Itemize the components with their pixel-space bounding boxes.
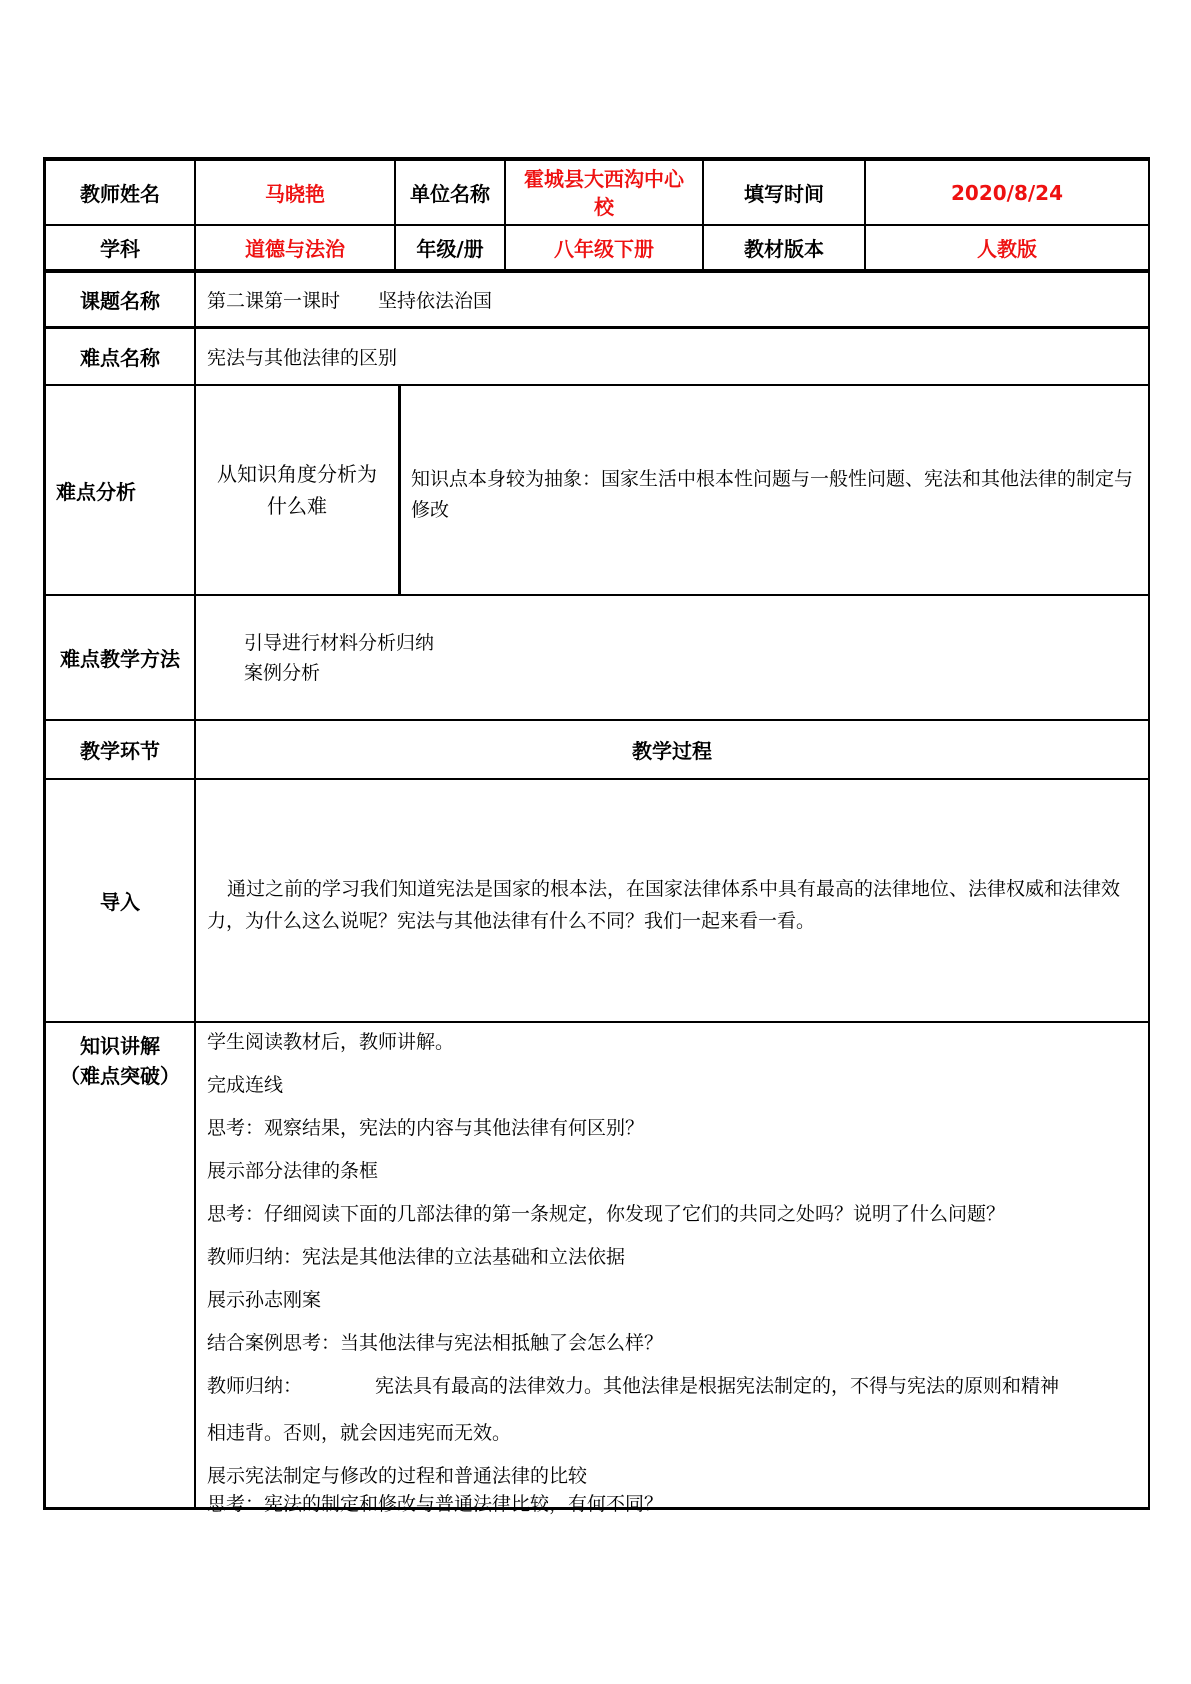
teaching-process-header: 教学过程 — [195, 720, 1149, 779]
analysis-content: 知识点本身较为抽象：国家生活中根本性问题与一般性问题、宪法和其他法律的制定与修改 — [400, 385, 1149, 595]
subject-value: 道德与法治 — [195, 225, 395, 270]
knowledge-line: 展示部分法律的条框 — [207, 1160, 379, 1182]
knowledge-line: 展示孙志刚案 — [207, 1289, 322, 1311]
method-content — [195, 595, 1149, 720]
difficulty-label: 难点名称 — [45, 327, 195, 385]
edition-value: 人教版 — [865, 225, 1149, 270]
knowledge-label — [45, 1022, 195, 1508]
knowledge-line: 学生阅读教材后，教师讲解。 — [207, 1031, 455, 1053]
knowledge-line: 宪法具有最高的法律效力。其他法律是根据宪法制定的，不得与宪法的原则和精神 — [375, 1375, 1060, 1397]
teacher-name-label: 教师姓名 — [45, 160, 195, 225]
difficulty-value: 宪法与其他法律的区别 — [195, 327, 1149, 385]
fill-date-value: 2020/8/24 — [865, 160, 1149, 225]
knowledge-label-line2: （难点突破） — [60, 1064, 180, 1088]
knowledge-line: 展示宪法制定与修改的过程和普通法律的比较 — [207, 1465, 588, 1487]
unit-name-value: 霍城县大西沟中心校 — [505, 160, 703, 225]
fill-date-label: 填写时间 — [703, 160, 865, 225]
teacher-name-value: 马晓艳 — [195, 160, 395, 225]
knowledge-content — [195, 1022, 1149, 1515]
knowledge-line: 思考：仔细阅读下面的几部法律的第一条规定，你发现了它们的共同之处吗？说明了什么问题？ — [207, 1203, 1006, 1225]
knowledge-line: 思考：观察结果，宪法的内容与其他法律有何区别？ — [207, 1117, 645, 1139]
unit-name-label: 单位名称 — [395, 160, 505, 225]
knowledge-line: 完成连线 — [207, 1074, 284, 1096]
method-item: 引导进行材料分析归纳 — [244, 632, 435, 654]
knowledge-line: 教师归纳：宪法是其他法律的立法基础和立法依据 — [207, 1246, 626, 1268]
edition-label: 教材版本 — [703, 225, 865, 270]
analysis-label: 难点分析 — [45, 385, 195, 595]
knowledge-line: 结合案例思考：当其他法律与宪法相抵触了会怎么样？ — [207, 1332, 664, 1354]
knowledge-line: 思考：宪法的制定和修改与普通法律比较，有何不同？ — [207, 1493, 664, 1515]
intro-content: 通过之前的学习我们知道宪法是国家的根本法，在国家法律体系中具有最高的法律地位、法律权威和法律效力，为什么这么说呢？宪法与其他法律有什么不同？我们一起来看一看。 — [195, 779, 1149, 1022]
knowledge-label-line1: 知识讲解 — [80, 1034, 160, 1058]
intro-label: 导入 — [45, 779, 195, 1022]
method-item: 案例分析 — [244, 662, 321, 684]
knowledge-line: 相违背。否则，就会因违宪而无效。 — [207, 1422, 512, 1444]
method-label: 难点教学方法 — [45, 595, 195, 720]
topic-label: 课题名称 — [45, 270, 195, 327]
topic-value: 第二课第一课时 坚持依法治国 — [195, 270, 1149, 327]
subject-label: 学科 — [45, 225, 195, 270]
grade-value: 八年级下册 — [505, 225, 703, 270]
grade-label: 年级/册 — [395, 225, 505, 270]
analysis-sub-label: 从知识角度分析为什么难 — [195, 385, 400, 595]
knowledge-line: 教师归纳： — [207, 1375, 303, 1397]
teaching-stage-header: 教学环节 — [45, 720, 195, 779]
lesson-plan-table — [43, 157, 1150, 1515]
knowledge-summary — [207, 1373, 1140, 1420]
